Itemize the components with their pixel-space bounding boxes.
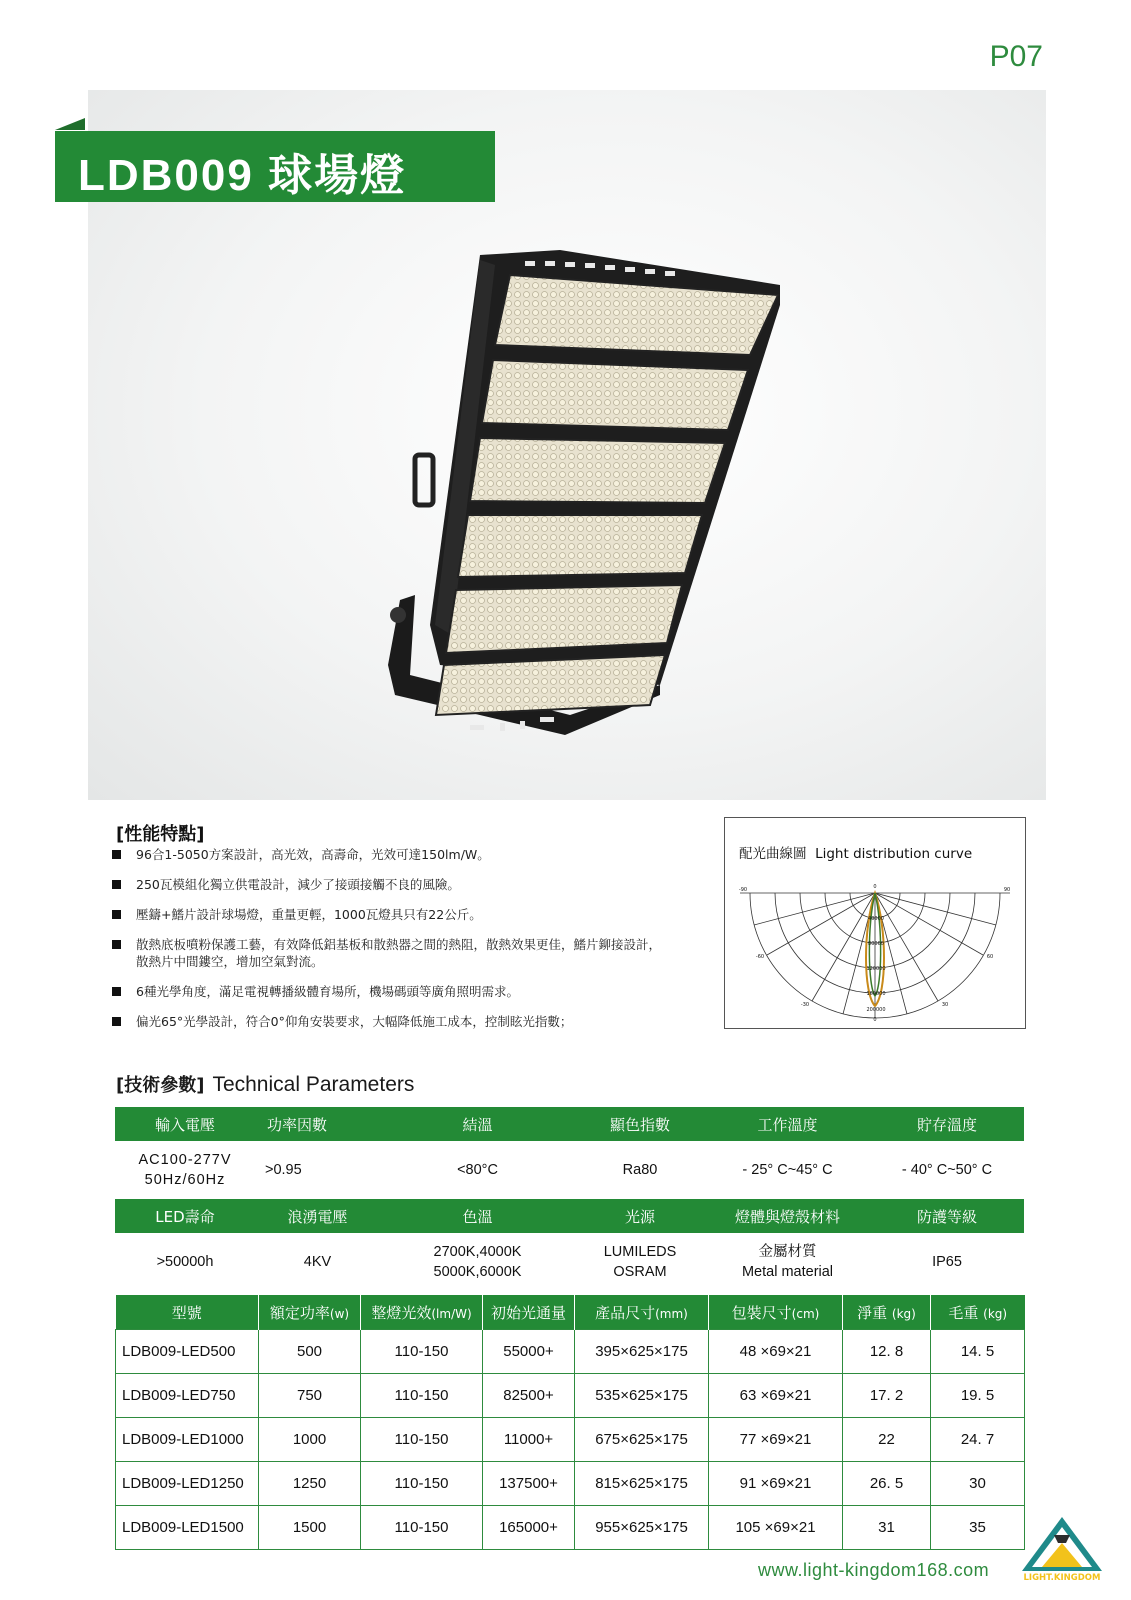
table-row [116,1506,1025,1550]
param-value: 金屬材質 Metal material [741,1244,834,1280]
params-header-row [115,1107,1024,1141]
param-value: AC100-277V 50Hz/60Hz [138,1152,232,1188]
models-header: 型號 [116,1295,259,1330]
feature-item: 6種光學角度，滿足電視轉播級體育場所，機場碼頭等廣角照明需求。 [110,983,670,1000]
model-cell: 1250 [259,1462,361,1506]
model-cell: 24. 7 [931,1418,1025,1462]
title-tab-decoration [55,118,85,130]
model-cell: 77 ×69×21 [709,1418,843,1462]
model-cell: LDB009-LED1500 [116,1506,259,1550]
intensity-label: 40000 [868,916,884,922]
light-curve-title: 配光曲線圖 Light distribution curve [739,846,973,862]
bullet-icon [112,880,121,889]
model-cell: 815×625×175 [575,1462,709,1506]
feature-item: 96合1-5050方案設計，高光效，高壽命，光效可達150lm/W。 [110,846,670,863]
model-cell: 1000 [259,1418,361,1462]
models-header: 初始光通量 [483,1295,575,1330]
param-header: 功率因數 [255,1107,380,1141]
model-cell: 22 [843,1418,931,1462]
model-cell: 165000+ [483,1506,575,1550]
bullet-icon [112,910,121,919]
model-cell: 110-150 [361,1462,483,1506]
param-value: IP65 [932,1254,962,1270]
param-value: - 25° C~45° C [742,1162,833,1178]
model-cell: 48 ×69×21 [709,1330,843,1374]
product-image [360,245,810,765]
model-cell: 535×625×175 [575,1374,709,1418]
angle-label: -90 [738,887,748,893]
angle-label: 60 [986,954,994,960]
model-cell: 35 [931,1506,1025,1550]
model-cell: 30 [931,1462,1025,1506]
feature-item: 散熱底板噴粉保護工藝，有效降低鋁基板和散熱器之間的熱阻，散熱效果更佳，鰭片鉚接設計，散熱片中間鏤空，增加空氣對流。 [110,936,670,970]
param-header: 工作溫度 [705,1107,870,1141]
params-value-row [115,1233,1024,1291]
model-cell: 955×625×175 [575,1506,709,1550]
model-cell: LDB009-LED750 [116,1374,259,1418]
angle-label: 90 [1003,887,1011,893]
model-cell: 55000+ [483,1330,575,1374]
table-row [116,1462,1025,1506]
model-cell: 675×625×175 [575,1418,709,1462]
model-cell: 82500+ [483,1374,575,1418]
param-value: 4KV [303,1254,332,1270]
models-header: 包裝尺寸(cm) [709,1295,843,1330]
model-cell: 14. 5 [931,1330,1025,1374]
model-cell: 750 [259,1374,361,1418]
feature-item: 偏光65°光學設計，符合0°仰角安裝要求，大幅降低施工成本，控制眩光指數； [110,1013,670,1030]
angle-label: 0 [873,884,877,890]
intensity-label: 160000 [866,991,886,997]
param-header: 貯存溫度 [870,1107,1024,1141]
models-header: 毛重 (kg) [931,1295,1025,1330]
param-header: 防護等級 [870,1199,1024,1233]
models-header-row [116,1295,1025,1330]
page-number: P07 [989,40,1043,73]
angle-label: -30 [800,1002,810,1008]
param-value: >50000h [156,1254,214,1270]
table-row [116,1418,1025,1462]
models-header: 額定功率(w) [259,1295,361,1330]
angle-label: 0 [873,1017,877,1023]
model-cell: 17. 2 [843,1374,931,1418]
models-header: 整燈光效(lm/W) [361,1295,483,1330]
angle-label: 30 [941,1002,949,1008]
feature-item: 壓鑄+鰭片設計球場燈，重量更輕，1000瓦燈具只有22公斤。 [110,906,670,923]
param-header: LED壽命 [115,1199,255,1233]
model-cell: 500 [259,1330,361,1374]
tech-params-heading: [技術參數] Technical Parameters [116,1073,415,1096]
bullet-icon [112,987,121,996]
model-cell: 31 [843,1506,931,1550]
light-distribution-panel [724,817,1026,1029]
param-value: >0.95 [265,1162,302,1178]
bullet-icon [112,850,121,859]
param-header: 光源 [575,1199,705,1233]
intensity-label: 80000 [868,941,884,947]
param-value: - 40° C~50° C [901,1162,993,1178]
model-cell: 26. 5 [843,1462,931,1506]
param-value: Ra80 [622,1162,658,1178]
table-row [116,1330,1025,1374]
features-heading: [性能特點] [116,824,205,845]
param-header: 色溫 [380,1199,575,1233]
table-row [116,1374,1025,1418]
param-header: 結溫 [380,1107,575,1141]
param-header: 輸入電壓 [115,1107,255,1141]
param-header: 顯色指數 [575,1107,705,1141]
param-header: 浪湧電壓 [255,1199,380,1233]
product-title: LDB009 球場燈 [78,151,407,200]
model-cell: 12. 8 [843,1330,931,1374]
models-table [115,1295,1025,1550]
tech-params-table [115,1107,1024,1291]
intensity-label: 200000 [866,1007,886,1013]
model-cell: 11000+ [483,1418,575,1462]
models-header: 淨重 (kg) [843,1295,931,1330]
bullet-icon [112,940,121,949]
param-value: <80°C [457,1162,498,1178]
model-cell: 395×625×175 [575,1330,709,1374]
website-url: www.light-kingdom168.com [758,1560,990,1580]
model-cell: 137500+ [483,1462,575,1506]
param-value: 2700K,4000K 5000K,6000K [433,1244,522,1280]
features-list [110,846,670,1043]
model-cell: LDB009-LED1000 [116,1418,259,1462]
models-header: 產品尺寸(mm) [575,1295,709,1330]
bullet-icon [112,1017,121,1026]
intensity-label: 120000 [866,966,886,972]
polar-curve-diagram [735,868,1015,1023]
model-cell: 19. 5 [931,1374,1025,1418]
model-cell: 110-150 [361,1374,483,1418]
param-value: LUMILEDS OSRAM [603,1244,677,1280]
param-header: 燈體與燈殼材料 [705,1199,870,1233]
feature-item: 250瓦模組化獨立供電設計，減少了接頭接觸不良的風險。 [110,876,670,893]
model-cell: LDB009-LED1250 [116,1462,259,1506]
model-cell: 110-150 [361,1330,483,1374]
model-cell: 110-150 [361,1418,483,1462]
model-cell: 63 ×69×21 [709,1374,843,1418]
model-cell: 105 ×69×21 [709,1506,843,1550]
light-kingdom-logo [1018,1513,1106,1583]
svg-text:LIGHT.KINGDOM: LIGHT.KINGDOM [1023,1573,1101,1583]
model-cell: 110-150 [361,1506,483,1550]
params-value-row [115,1141,1024,1199]
model-cell: 91 ×69×21 [709,1462,843,1506]
model-cell: 1500 [259,1506,361,1550]
angle-label: -60 [755,954,765,960]
params-header-row [115,1199,1024,1233]
model-cell: LDB009-LED500 [116,1330,259,1374]
